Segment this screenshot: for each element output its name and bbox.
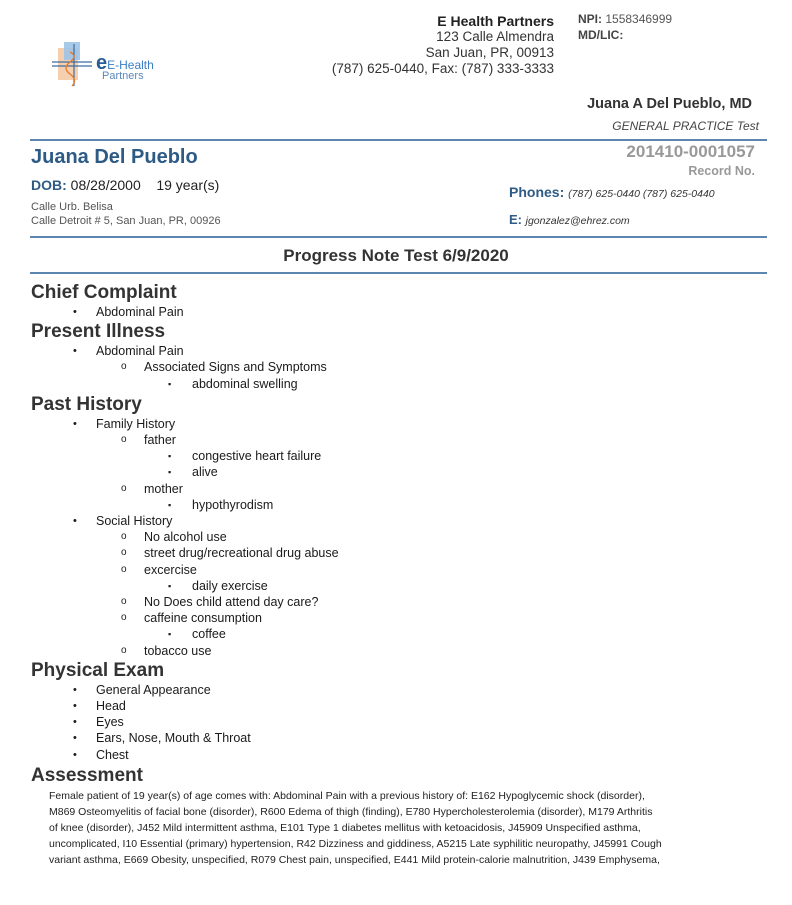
present-illness-list (31, 343, 766, 392)
assessment-line: uncomplicated, I10 Essential (primary) hypertension, R42 Dizziness and giddiness, A5215 Late syphilitic neuropathy, J45991 Cough (49, 837, 662, 850)
assessment-line: Female patient of 19 year(s) of age comes with: Abdominal Pain with a previous history of: E162 Hypoglycemic shock (disorder), (49, 789, 645, 802)
patient-address-1: Calle Urb. Belisa (31, 201, 113, 213)
list-item: o caffeine consumption (31, 610, 766, 626)
list-item: ▪ congestive heart failure (31, 448, 766, 464)
record-label: Record No. (688, 164, 755, 178)
list-item: o street drug/recreational drug abuse (31, 545, 766, 561)
list-item: o No Does child attend day care? (31, 594, 766, 610)
list-item: o father (31, 432, 766, 448)
list-item: • Chest (31, 747, 766, 763)
patient-phones (509, 184, 715, 200)
patient-divider (30, 236, 767, 238)
email-label: E: (509, 212, 522, 227)
list-item: o No alcohol use (31, 529, 766, 545)
chief-complaint-list (31, 304, 766, 320)
list-item: • Head (31, 698, 766, 714)
logo-subtitle: Partners (102, 70, 144, 82)
doctor-name: Juana A Del Pueblo, MD (587, 96, 752, 112)
list-item: ▪ daily exercise (31, 578, 766, 594)
logo-brand: eE-Health (96, 52, 154, 74)
list-item: • Eyes (31, 714, 766, 730)
email-value: jgonzalez@ehrez.com (525, 215, 630, 227)
list-item: • Family History (31, 416, 766, 432)
present-illness-heading: Present Illness (31, 321, 166, 343)
list-item: o mother (31, 481, 766, 497)
title-divider (30, 272, 767, 274)
phones-label: Phones: (509, 184, 565, 200)
chief-complaint-heading: Chief Complaint (31, 282, 177, 303)
list-item: o Associated Signs and Symptoms (31, 359, 766, 375)
list-item: ▪ coffee (31, 626, 766, 642)
record-number: 201410-0001057 (626, 142, 755, 161)
dob-value: 08/28/2000 (70, 177, 141, 193)
list-item: • General Appearance (31, 682, 766, 698)
clinic-phone-fax: (787) 625-0440, Fax: (787) 333-3333 (331, 61, 554, 76)
list-item: • Social History (31, 513, 766, 529)
lic-label: MD/LIC: (578, 28, 624, 42)
patient-email (509, 212, 630, 227)
npi-value: 1558346999 (605, 12, 673, 26)
note-content (31, 282, 766, 868)
past-history-heading: Past History (31, 393, 142, 415)
patient-address-2: Calle Detroit # 5, San Juan, PR, 00926 (31, 215, 221, 227)
note-title: Progress Note Test 6/9/2020 (283, 246, 509, 265)
clinic-info (332, 13, 554, 77)
provider-ids (578, 11, 672, 43)
clinic-address-1: 123 Calle Almendra (436, 29, 554, 44)
dob-label: DOB: (31, 177, 67, 193)
list-item: ▪ hypothyrodism (31, 497, 766, 513)
doctor-specialty: GENERAL PRACTICE Test (612, 119, 759, 133)
assessment-line: M869 Osteomyelitis of facial bone (disorder), R600 Edema of thigh (finding), E780 Hypercholesterolemia (disorder), M179 Arthritis (49, 805, 653, 818)
patient-age: 19 year(s) (156, 177, 220, 193)
list-item: ▪ alive (31, 464, 766, 480)
assessment-heading: Assessment (31, 764, 143, 786)
list-item: • Abdominal Pain (31, 343, 766, 359)
patient-address (31, 200, 221, 228)
patient-name: Juana Del Pueblo (31, 146, 198, 168)
list-item: • Ears, Nose, Mouth & Throat (31, 730, 766, 746)
list-item: • Abdominal Pain (31, 304, 766, 320)
list-item: o excercise (31, 562, 766, 578)
patient-dob (31, 177, 219, 193)
clinic-name: E Health Partners (437, 13, 554, 29)
list-item: ▪ abdominal swelling (31, 376, 766, 392)
assessment-line: variant asthma, E669 Obesity, unspecified, R079 Chest pain, unspecified, E441 Mild protein-calorie malnutrition, J439 Emphysema, (49, 853, 660, 866)
header-divider (30, 139, 767, 141)
clinic-address-2: San Juan, PR, 00913 (425, 45, 554, 60)
physical-exam-list (31, 682, 766, 763)
assessment-text (31, 788, 766, 868)
phones-value: (787) 625-0440 (787) 625-0440 (568, 188, 715, 200)
past-history-list (31, 416, 766, 659)
list-item: o tobacco use (31, 643, 766, 659)
npi-label: NPI: (578, 12, 602, 26)
assessment-line: of knee (disorder), J452 Mild intermittent asthma, E101 Type 1 diabetes mellitus with ketoacidosis, J45909 Unspecified asthma, (49, 821, 641, 834)
physical-exam-heading: Physical Exam (31, 659, 165, 681)
